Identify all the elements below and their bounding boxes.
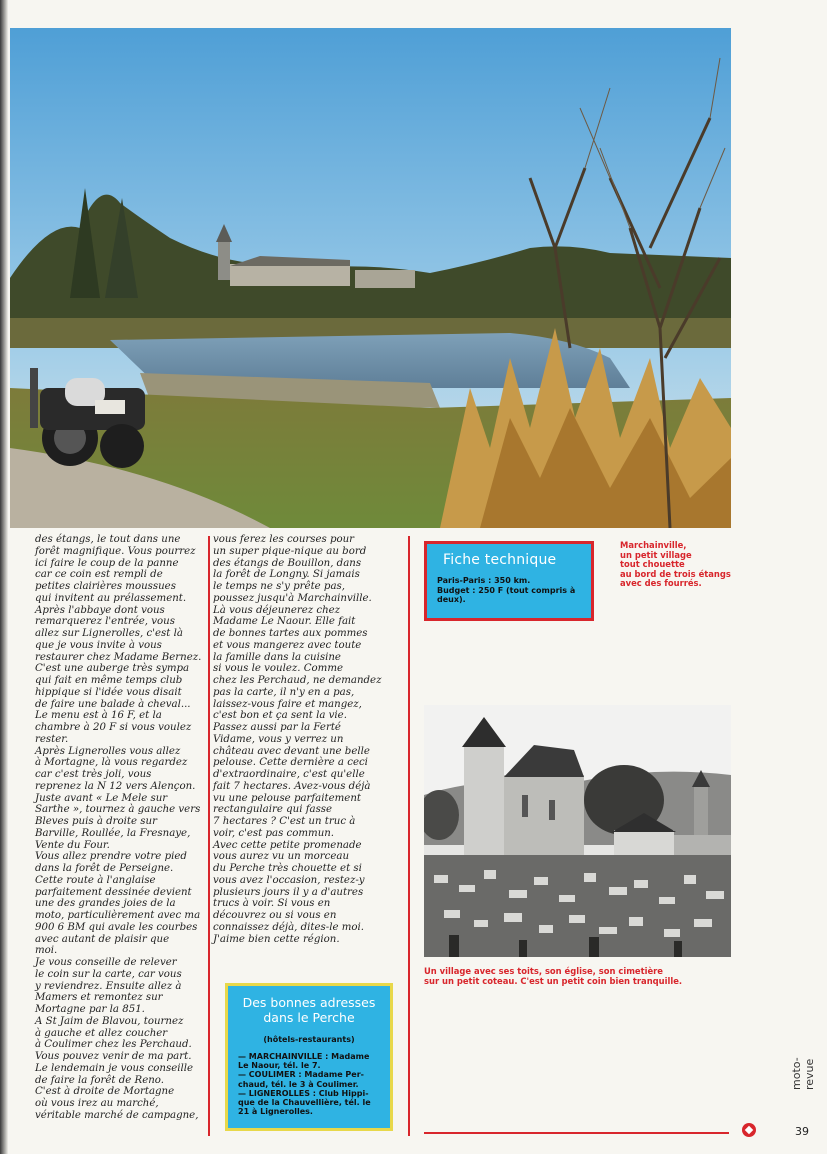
page-number: 39	[795, 1125, 809, 1138]
fiche-technique-box	[424, 541, 594, 621]
article-column-2: vous ferez les courses pour un super pique-nique au bord des étangs de Bouillon, dans la forêt de Longny. Si jamais le temps ne s'y prête pas, poussez jusqu'à Marchainville. Là vous déjeunerez chez Madame Le Naour. Elle fait de bonnes tartes aux pommes et vous mangerez avec toute la famille dans la cuisine si vous le voulez. Comme chez les Perchaud, ne demandez pas la carte, il n'y en a pas, laissez-vous faire et mangez, c'est bon et ça sent la vie. Passez aussi par la Ferté Vidame, vous y verrez un château avec devant une belle pelouse. Cette dernière a ceci d'extraordinaire, c'est qu'elle fait 7 hectares. Avez-vous déjà vu une pelouse parfaitement rectangulaire qui fasse 7 hectares ? C'est un truc à voir, c'est pas commun. Avec cette petite promenade vous aurez vu un morceau du Perche très chouette et si vous avez l'occasion, restez-y plusieurs jours il y a d'autres trucs à voir. Si vous en découvrez ou si vous en connaissez déjà, dites-le moi. J'aime bien cette région.	[213, 534, 382, 945]
lake-village-photo	[10, 28, 731, 528]
fiche-body: Paris-Paris : 350 km. Budget : 250 F (tout compris à deux).	[437, 576, 576, 604]
adresses-title: Des bonnes adresses dans le Perche	[242, 995, 376, 1025]
moto-revue-logo-icon	[742, 1123, 756, 1137]
article-column-1: des étangs, le tout dans une forêt magnifique. Vous pourrez ici faire le coup de la panne car ce coin est rempli de petites clairières moussues qui invitent au prélassement. Après l'abbaye dont vous remarquerez l'entrée, vous allez sur Lignerolles, c'est là que je vous invite à vous restaurer chez Madame Bernez. C'est une auberge très sympa qui fait en même temps club hippique si l'idée vous disait de faire une balade à cheval... Le menu est à 16 F, et la chambre à 20 F si vous voulez rester. Après Lignerolles vous allez à Mortagne, là vous regardez car c'est très joli, vous reprenez la N 12 vers Alençon. Juste avant « Le Mele sur Sarthe », tournez à gauche vers Bleves puis à droite sur Barville, Roullée, la Fresnaye, Vente du Four. Vous allez prendre votre pied dans la forêt de Perseigne. Cette route à l'anglaise parfaitement dessinée devient une des grandes joies de la moto, particulièrement avec ma 900 6 BM qui avale les courbes avec autant de plaisir que moi. Je vous conseille de relever le coin sur la carte, car vous y reviendrez. Ensuite allez à Mamers et remontez sur Mortagne par la 851. A St Jaim de Blavou, tournez à gauche et allez coucher à Coulimer chez les Perchaud. Vous pouvez venir de ma part. Le lendemain je vous conseille de faire la forêt de Reno. C'est à droite de Mortagne où vous irez au marché, véritable marché de campagne,	[35, 534, 202, 1121]
fiche-title: Fiche technique	[443, 552, 557, 568]
footer-rule	[424, 1132, 729, 1134]
column-divider	[408, 536, 410, 1136]
photo-caption-village: Un village avec ses toits, son église, son cimetière sur un petit coteau. C'est un petit coin bien tranquille.	[424, 966, 683, 986]
bonnes-adresses-box	[225, 983, 393, 1131]
adresses-subtitle: (hôtels-restaurants)	[263, 1035, 355, 1044]
adresses-list: — MARCHAINVILLE : Madame Le Naour, tél. le 7. — COULIMER : Madame Per- chaud, tél. le 3 à Coulimer. — LIGNEROLLES : Club Hippi- que de la Chauvellière, tél. le 21 à Lignerolles.	[238, 1052, 371, 1117]
page-spine-shadow	[0, 0, 8, 1154]
photo-caption-marchainville: Marchainville, un petit village tout chouette au bord de trois étangs avec des fourrés.	[620, 540, 731, 589]
column-divider	[208, 536, 210, 1136]
magazine-name: moto-revue	[790, 1057, 816, 1090]
village-church-photo	[424, 705, 731, 957]
